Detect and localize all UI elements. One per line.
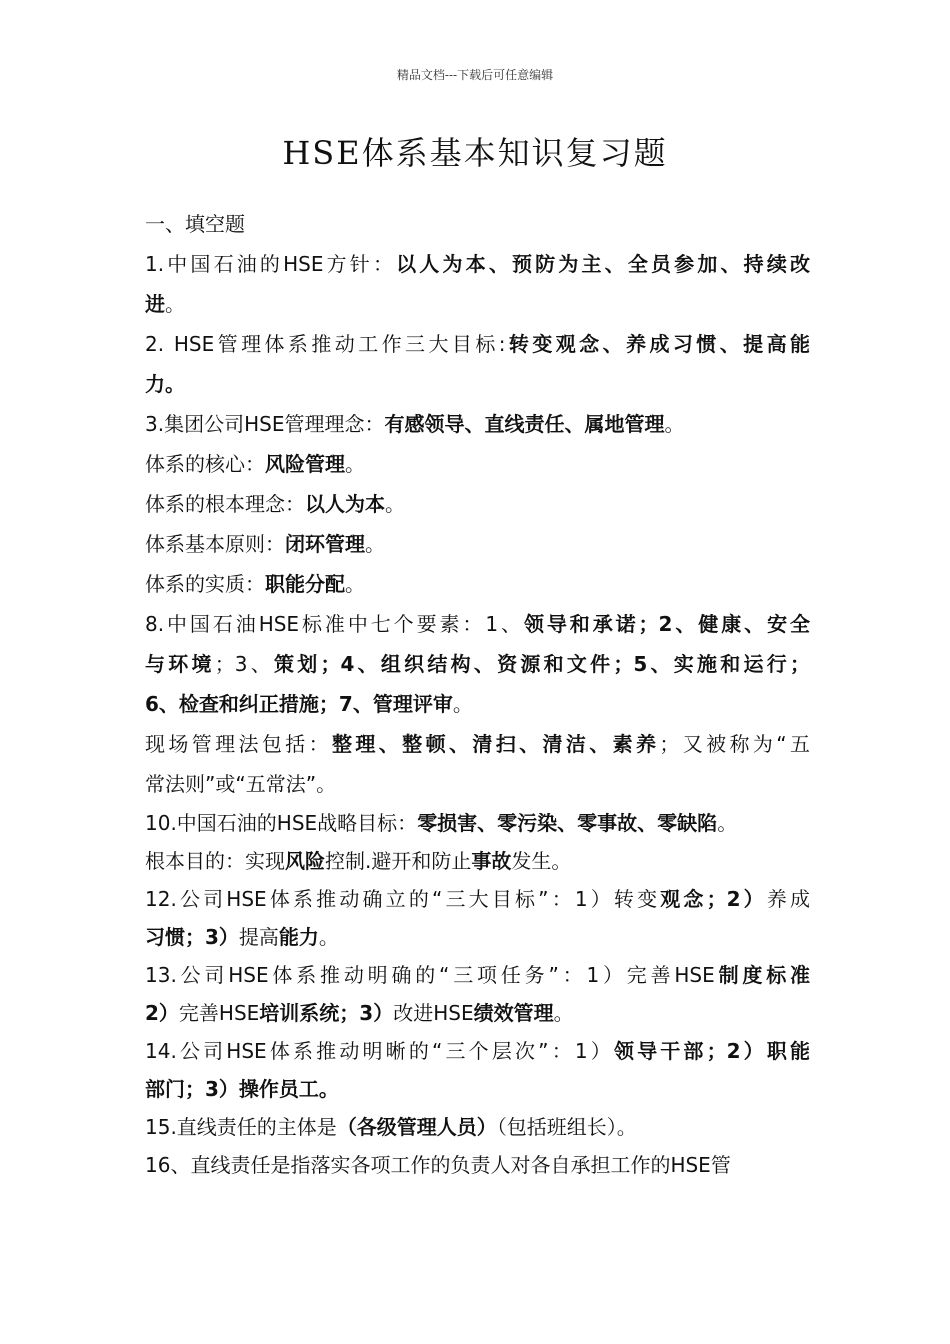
line-text: 。: [165, 292, 185, 316]
text-line: [145, 564, 810, 604]
bold-answer-text: 6、检查和纠正措施；7、管理评审: [145, 692, 453, 716]
line-text: ；3、: [214, 652, 274, 676]
line-text: 完善HSE: [178, 1001, 260, 1025]
bold-answer-text: 进: [145, 292, 165, 316]
text-line: [145, 244, 810, 284]
line-text: 16、直线责任是指落实各项工作的负责人对各自承担工作的HSE管: [145, 1153, 731, 1177]
text-line: [145, 644, 810, 684]
text-line: [145, 724, 810, 764]
line-text: 体系的实质：: [145, 572, 265, 596]
bold-answer-text: 风险: [285, 849, 325, 873]
text-line: [145, 484, 810, 524]
line-text: 体系基本原则：: [145, 532, 285, 556]
text-line: [145, 404, 810, 444]
bold-answer-text: 职能分配: [265, 572, 345, 596]
line-text: ；又被称为“五: [659, 732, 810, 756]
bold-answer-text: 部门；3）操作员工。: [145, 1077, 339, 1101]
line-text: 。: [345, 452, 365, 476]
bold-answer-text: 制度标准: [714, 963, 810, 987]
bold-answer-text: 整理、整顿、清扫、清洁、素养: [332, 732, 660, 756]
bold-answer-text: 观念；2）: [660, 887, 767, 911]
bold-answer-text: 习惯；3）: [145, 925, 239, 949]
text-line: [145, 764, 810, 804]
text-line: [145, 880, 810, 918]
line-text: 。: [664, 412, 685, 436]
bold-answer-text: 风险管理: [265, 452, 345, 476]
page-title: HSE体系基本知识复习题: [282, 134, 668, 172]
bold-answer-text: 绩效管理: [473, 1001, 554, 1025]
text-line: [145, 684, 810, 724]
bold-answer-text: 与环境: [145, 652, 215, 676]
line-text: 一、填空题: [145, 212, 245, 236]
line-text: 。: [452, 692, 473, 716]
text-line: [145, 364, 810, 404]
bold-answer-text: 2）: [145, 1001, 179, 1025]
line-text: 改进HSE: [393, 1001, 474, 1025]
line-text: 。: [717, 811, 738, 835]
line-text: 。: [365, 532, 385, 556]
line-text: 养成: [766, 887, 810, 911]
line-text: 发生。: [511, 849, 572, 873]
line-text: 2. HSE管理体系推动工作三大目标:: [145, 332, 506, 356]
bold-answer-text: 以人为本、预防为主、全员参加、持续改: [396, 252, 810, 276]
bold-answer-text: 有感领导、直线责任、属地管理: [384, 412, 665, 436]
line-text: 提高: [238, 925, 279, 949]
line-text: 14.公司HSE体系推动明晰的“三个层次”：1）: [145, 1039, 614, 1063]
line-text: 15.直线责任的主体是: [145, 1115, 337, 1139]
text-line: [145, 956, 810, 994]
bold-answer-text: 转变观念、养成习惯、提高能: [505, 332, 810, 356]
line-text: 。: [553, 1001, 574, 1025]
bold-answer-text: 事故: [471, 849, 512, 873]
text-line: [145, 1070, 810, 1108]
line-text: 12.公司HSE体系推动确立的“三大目标”：1）转变: [145, 887, 661, 911]
bold-answer-text: 领导和承诺；2、健康、安全: [523, 612, 810, 636]
text-line: [145, 204, 810, 244]
text-line: [145, 324, 810, 364]
bold-answer-text: 能力: [278, 925, 319, 949]
line-text: 控制.避开和防止: [325, 849, 472, 873]
document-body: [145, 204, 810, 1184]
line-text: 。: [345, 572, 365, 596]
bold-answer-text: （各级管理人员）: [336, 1115, 497, 1139]
line-text: 体系的根本理念：: [145, 492, 305, 516]
line-text: 13.公司HSE体系推动明确的“三项任务”：1）完善HSE: [145, 963, 715, 987]
line-text: 。: [318, 925, 339, 949]
text-line: [145, 1032, 810, 1070]
text-line: [145, 1146, 810, 1184]
bold-answer-text: 以人为本: [305, 492, 385, 516]
bold-answer-text: 力。: [145, 372, 185, 396]
text-line: [145, 524, 810, 564]
line-text: 现场管理法包括：: [145, 732, 333, 756]
text-line: [145, 604, 810, 644]
bold-answer-text: 闭环管理: [285, 532, 365, 556]
text-line: [145, 284, 810, 324]
line-text: 根本目的：实现: [145, 849, 285, 873]
text-line: [145, 842, 810, 880]
line-text: 体系的核心：: [145, 452, 265, 476]
text-line: [145, 994, 810, 1032]
line-text: （包括班组长）。: [496, 1115, 637, 1139]
text-line: [145, 1108, 810, 1146]
line-text: 1.中国石油的HSE方针：: [145, 252, 397, 276]
line-text: 10.中国石油的HSE战略目标：: [145, 811, 418, 835]
text-line: [145, 444, 810, 484]
text-line: [145, 804, 810, 842]
line-text: 8.中国石油HSE标准中七个要素：1、: [145, 612, 524, 636]
bold-answer-text: 培训系统；3）: [259, 1001, 394, 1025]
bold-answer-text: 零损害、零污染、零事故、零缺陷: [417, 811, 718, 835]
bold-answer-text: 领导干部；2）职能: [613, 1039, 810, 1063]
line-text: 常法则”或“五常法”。: [145, 772, 337, 796]
text-line: [145, 918, 810, 956]
line-text: 。: [385, 492, 405, 516]
line-text: 3.集团公司HSE管理理念：: [145, 412, 385, 436]
page-header: 精品文档---下载后可任意编辑: [396, 68, 554, 82]
bold-answer-text: 策划；4、组织结构、资源和文件；5、实施和运行；: [273, 652, 810, 676]
